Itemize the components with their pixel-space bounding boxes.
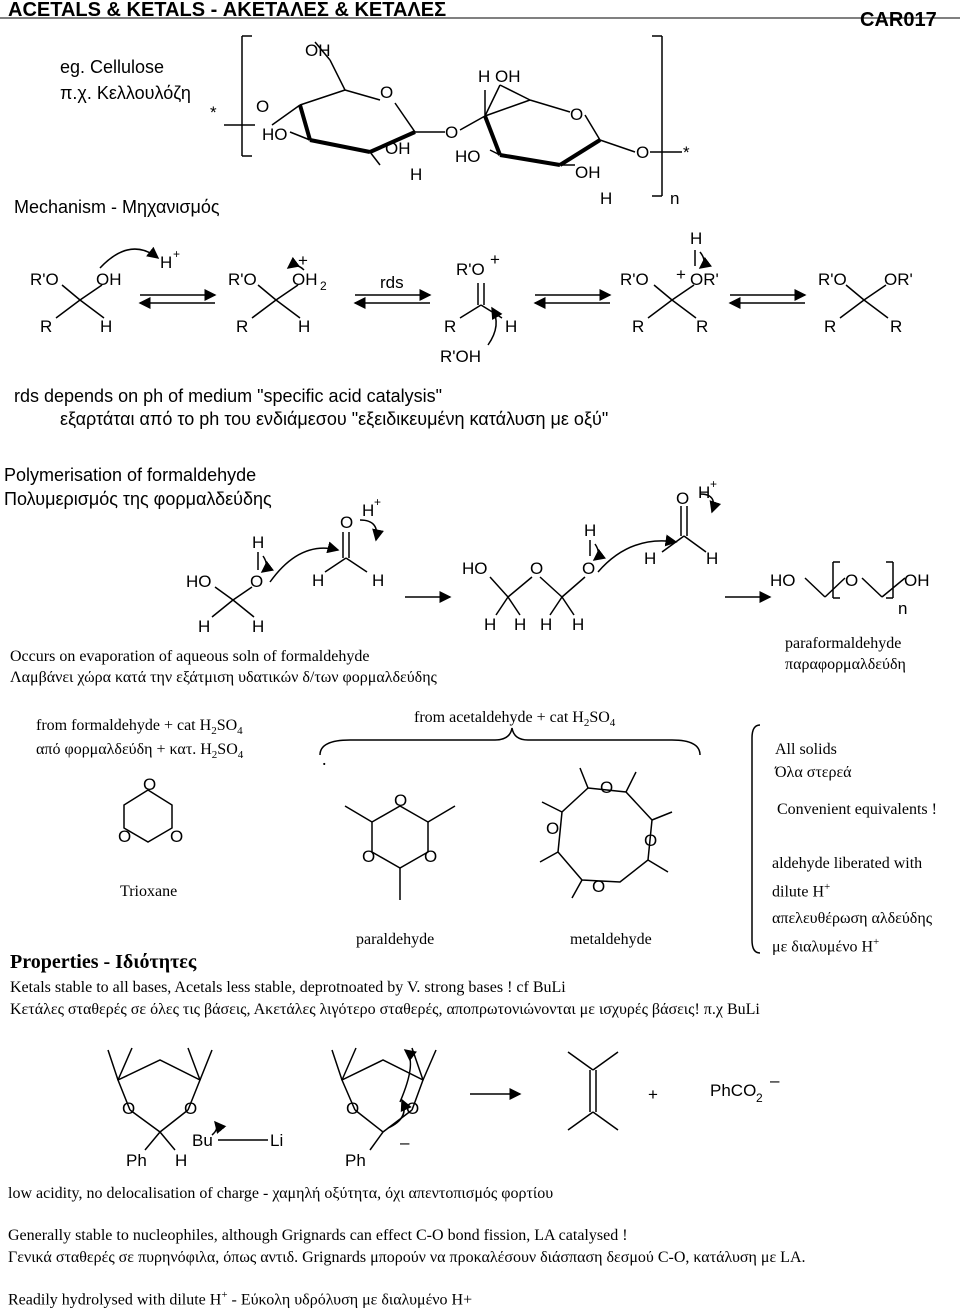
atom-O-4: O <box>582 559 596 578</box>
atom-OH: OH <box>96 270 122 289</box>
atom-H: H <box>252 533 265 552</box>
atom-OH-3: OH <box>575 163 601 182</box>
stability-note-en: Ketals stable to all bases, Acetals less stable, deprotnoated by V. strong bases ! cf BuLi <box>10 979 566 996</box>
charge-plus: + <box>374 495 382 509</box>
atom-OH-2: OH <box>385 139 411 158</box>
atom-H-d: H <box>312 571 325 590</box>
metaldehyde-O-4: O <box>592 877 606 896</box>
atom-O-link-2: O <box>636 143 650 162</box>
mechanism-note-gr: εξαρτάται από το ph του ενδιάμεσου "εξειδικευμένη κατάλυση με οξύ" <box>60 409 609 429</box>
atom-O: O <box>250 572 264 591</box>
mechanism-note-en: rds depends on ph of medium "specific acid catalysis" <box>14 386 442 406</box>
atom-O-5: O <box>676 489 690 508</box>
atom-RO-5: R'O <box>818 270 847 289</box>
paraformaldehyde-label-gr: παραφορμαλδεύδη <box>785 656 906 673</box>
nucleophiles-note-en: Generally stable to nucleophiles, although Grignards can effect C-O bond fission, LA catalysed ! <box>8 1227 628 1244</box>
cellulose-atom-labels <box>210 41 690 208</box>
atom-H: H <box>100 317 113 336</box>
mechanism-atom-labels <box>30 229 913 366</box>
atom-H-3: H <box>505 317 518 336</box>
butyl-label: Bu <box>192 1131 213 1150</box>
ring-atom-labels <box>118 775 657 896</box>
mechanism-heading: Mechanism - Μηχανισμός <box>14 197 220 217</box>
acetal-O-2: O <box>184 1099 198 1118</box>
low-acidity-note: low acidity, no delocalisation of charge - χαμηλή οξύτητα, όχι απεντοπισμός φορτίου <box>8 1185 554 1202</box>
cellulose-structure <box>224 36 682 196</box>
atom-HO-2: HO <box>462 559 488 578</box>
stability-note-gr: Κετάλες σταθερές σε όλες τις βάσεις, Ακετάλες λιγότερο σταθερές, αποπρωτονιώνονται με ισχυρές βάσεις! π.χ BuLi <box>10 1001 760 1018</box>
atom-O-ring: O <box>380 83 394 102</box>
atom-H-f: H <box>584 521 597 540</box>
trioxane-O-3: O <box>170 827 184 846</box>
repeat-n: n <box>670 189 680 208</box>
atom-H-OH: H OH <box>478 67 521 86</box>
anion-O-1: O <box>346 1099 360 1118</box>
atom-H-h: H <box>514 615 527 634</box>
atom-R-4b: R <box>696 317 709 336</box>
plus-sign: + <box>648 1085 658 1104</box>
paraldehyde-O-1: O <box>394 791 408 810</box>
dilute-label: dilute H+ <box>772 881 831 901</box>
anion-charge: – <box>400 1133 410 1152</box>
stray-dot: . <box>322 749 327 769</box>
metaldehyde-O-3: O <box>644 831 658 850</box>
atom-H: H <box>410 165 423 184</box>
atom-O-3: O <box>530 559 544 578</box>
atom-ROH: R'OH <box>440 347 482 366</box>
benzoate-subscript: 2 <box>756 1091 763 1105</box>
polymerisation-heading-gr: Πολυμερισμός της φορμαλδεύδης <box>4 489 272 509</box>
atom-RO-3: R'O <box>456 260 485 279</box>
convenient-label: Convenient equivalents ! <box>777 801 937 818</box>
polymerisation-atom-labels <box>186 477 930 636</box>
subscript-2: 2 <box>320 279 327 293</box>
paraldehyde-label: paraldehyde <box>356 931 435 948</box>
atom-H-g: H <box>484 615 497 634</box>
atom-O-link: O <box>445 123 459 142</box>
paraldehyde-O-2: O <box>362 847 376 866</box>
atom-RO-2: R'O <box>228 270 257 289</box>
atom-R-5: R <box>824 317 837 336</box>
occurs-note-en: Occurs on evaporation of aqueous soln of formaldehyde <box>10 648 370 665</box>
atom-RO-4: R'O <box>620 270 649 289</box>
atom-HO: HO <box>262 125 288 144</box>
atom-HO: HO <box>186 572 212 591</box>
repeat-n: n <box>898 599 908 618</box>
bottom-atom-labels <box>122 1071 780 1170</box>
paraldehyde-O-3: O <box>424 847 438 866</box>
atom-H-k: H <box>644 549 657 568</box>
polymerisation-heading-en: Polymerisation of formaldehyde <box>4 465 257 485</box>
liberated-label: aldehyde liberated with <box>772 855 923 872</box>
atom-R: R <box>40 317 53 336</box>
atom-R-4: R <box>632 317 645 336</box>
charge-plus: + <box>173 247 181 261</box>
atom-H-i: H <box>540 615 553 634</box>
paraformaldehyde-label: paraformaldehyde <box>785 635 902 652</box>
atom-OH: OH <box>904 571 930 590</box>
atom-H-plus: H <box>362 501 375 520</box>
atom-H-2: H <box>298 317 311 336</box>
trioxane-O-1: O <box>143 775 157 794</box>
atom-H-2: H <box>600 189 613 208</box>
acetal-Ph: Ph <box>126 1151 147 1170</box>
atom-O-ring-2: O <box>570 105 584 124</box>
star-right: * <box>683 143 690 162</box>
page-code: CAR017 <box>860 9 937 31</box>
atom-H-b: H <box>198 617 211 636</box>
atom-ORp: OR' <box>690 270 719 289</box>
from-formaldehyde-en: from formaldehyde + cat $H_2SO_4$ <box>36 717 243 738</box>
atom-Hplus: H <box>160 253 173 272</box>
page-title: ACETALS & KETALS - ΑΚΕΤΑΛΕΣ & ΚΕΤΑΛΕΣ <box>8 0 447 21</box>
anion-Ph: Ph <box>345 1151 366 1170</box>
cyclic-trimers <box>124 725 760 953</box>
nucleophiles-note-gr: Γενικά σταθερές σε πυρηνόφιλα, όπως αντιδ. Grignards μπορούν να προκαλέσουν διάσπαση δεσμού C-O, κατάλυση με LA. <box>8 1249 806 1266</box>
from-formaldehyde-gr: από φορμαλδεύδη + κατ. $H_2SO_4$ <box>36 741 244 762</box>
atom-O-6: O <box>845 571 859 590</box>
trioxane-O-2: O <box>118 827 132 846</box>
all-solids-label-gr: Όλα στερεά <box>775 764 852 781</box>
dilute-label-gr: με διαλυμένο H+ <box>772 936 880 956</box>
properties-heading: Properties - Ιδιότητες <box>10 951 197 973</box>
metaldehyde-O-2: O <box>546 819 560 838</box>
atom-RO: R'O <box>30 270 59 289</box>
benzoate-charge: – <box>770 1071 780 1090</box>
atom-H-l: H <box>706 549 719 568</box>
atom-H-j: H <box>572 615 585 634</box>
metaldehyde-O-1: O <box>600 778 614 797</box>
metaldehyde-label: metaldehyde <box>570 931 652 948</box>
charge-plus-4: + <box>676 265 686 284</box>
cellulose-label-gr: π.χ. Κελλουλόζη <box>60 83 191 103</box>
atom-H-e: H <box>372 571 385 590</box>
all-solids-label: All solids <box>775 741 837 758</box>
occurs-note-gr: Λαμβάνει χώρα κατά την εξάτμιση υδατικών δ/των φορμαλδεύδης <box>10 669 437 686</box>
rds-label: rds <box>380 273 404 292</box>
atom-HO-2: HO <box>455 147 481 166</box>
cellulose-label-en: eg. Cellulose <box>60 57 165 77</box>
charge-plus-3: + <box>490 250 500 269</box>
atom-ORp-5: OR' <box>884 270 913 289</box>
atom-R-5b: R <box>890 317 903 336</box>
atom-HO-3: HO <box>770 571 796 590</box>
atom-OH: OH <box>305 41 331 60</box>
charge-plus-2: + <box>710 477 718 491</box>
acetal-O-1: O <box>122 1099 136 1118</box>
atom-R-2: R <box>236 317 249 336</box>
anion-O-2: O <box>406 1099 420 1118</box>
charge-plus-2: + <box>298 251 308 270</box>
atom-H-4: H <box>690 229 703 248</box>
benzoate-label: PhCO <box>710 1081 757 1100</box>
atom-O-2: O <box>340 513 354 532</box>
atom-H-c: H <box>252 617 265 636</box>
lithium-label: Li <box>270 1131 284 1150</box>
star-left: * <box>210 103 217 122</box>
polymerisation-scheme <box>212 494 908 618</box>
bottom-reaction <box>0 1048 960 1214</box>
atom-H-plus-2: H <box>698 483 711 502</box>
atom-OH2: OH <box>292 270 318 289</box>
liberated-label-gr: απελευθέρωση αλδεύδης <box>772 910 933 927</box>
hydrolysed-note: Readily hydrolysed with dilute H+ - Εύκολη υδρόλυση με διαλυμένο H+ <box>8 1289 473 1309</box>
atom-O: O <box>256 97 270 116</box>
from-acetaldehyde: from acetaldehyde + cat $H_2SO_4$ <box>414 709 616 730</box>
acetal-H: H <box>175 1151 188 1170</box>
trioxane-label: Trioxane <box>120 883 178 900</box>
atom-R-3: R <box>444 317 457 336</box>
